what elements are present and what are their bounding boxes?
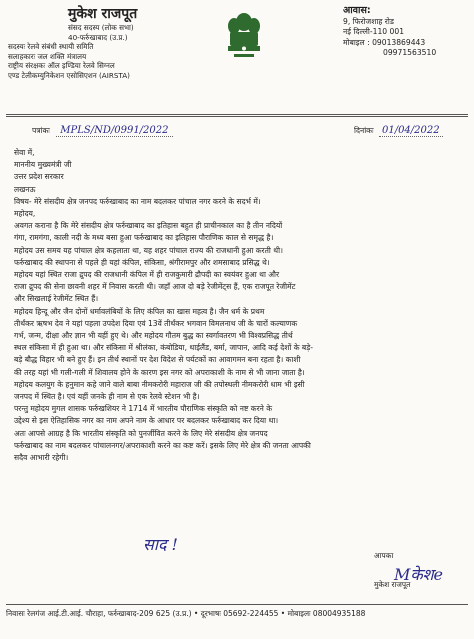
body-line: फर्रुखाबाद की स्थापना से पहले ही यहां कंपिल, संकिसा, श्रंगीरामपुर और शमसाबाद प्रसिद्ध थे। <box>14 257 270 267</box>
subject-line: विषय- मेरे संसदीय क्षेत्र जनपद फर्रुखाबाद का नाम बदलकर पांचाल नगर करने के सदर्भ में। <box>14 196 261 206</box>
addressee-line: लखनऊ <box>14 184 36 194</box>
role-line: सलाहकारः जल शक्ति मंत्रालय <box>8 51 87 61</box>
signed-name: मुकेश राजपूत <box>374 580 411 589</box>
body-line: गर्भ, जन्म, दीक्षा और ज्ञान भी यहीं हुए थे। और महोदय गौतम बुद्ध का स्वर्गावतरण भी विश्वप्रसिद्ध तीर्थ <box>14 331 293 341</box>
mp-title: संसद सदस्य (लोक सभा) <box>68 23 134 32</box>
body-line: अतः आपसे आग्रह है कि भारतीय संस्कृति को पुनर्जीवित करने के लिए मेरे संसदीय क्षेत्र जनपद <box>14 428 268 438</box>
letter-body <box>14 147 466 464</box>
closing-text: आपका <box>374 551 394 560</box>
date-label: दिनांकः <box>354 126 374 135</box>
body-line: परन्तु महोदय मुगल शासक फर्रुखशियर ने 1714 में भारतीय पौराणिक संस्कृति को नष्ट करने के <box>14 404 273 414</box>
body-line: और सिखलाई रेजीमेंट स्थित हैं। <box>14 294 99 304</box>
reference-label: पत्रांकः <box>32 126 50 135</box>
greeting: महोदय, <box>14 209 36 219</box>
body-line: महोदय उस समय यह पांचाल क्षेत्र कहलाता था, यह शहर पांचाल राज्य की राजधानी हुआ करती थी। <box>14 245 283 255</box>
body-line: राजा द्रुपद की सेना छावनी शहर में निवास करती थी। जहाँ आज दो बड़े रेजीमेंट्स हैं, एक राजपूत रेजीमेंट <box>14 282 296 292</box>
body-line: महोदय यहां स्थित राजा द्रुपद की राजधानी कंपिल में ही राजकुमारी द्रौपदी का स्वयंवर हुआ था और <box>14 270 280 280</box>
role-line: सदस्यः रेलवे संबंधी स्थायी समिति <box>8 42 94 52</box>
address-line: 9, फिरोजशाह रोड <box>343 17 394 26</box>
header-divider <box>6 116 468 117</box>
body-line: तीर्थंकर ऋषभ देव ने यहां पहला उपदेश दिया एवं 13वें तीर्थंकर भगवान विमलनाथ जी के चारों कल्याणक <box>14 318 298 328</box>
mobile-line: 09971563510 <box>383 48 437 58</box>
constituency: 40-फर्रुखाबाद (उ.प्र.) <box>68 32 128 42</box>
salutation: सेवा में, <box>14 148 35 157</box>
body-line: महोदय हिन्दू और जैन दोनों धर्मावलंबियों के लिए कंपिल का खास महत्व है। जैन धर्म के प्रथम <box>14 306 265 316</box>
mp-name: मुकेश राजपूत <box>68 6 138 22</box>
body-line: महोदय कलयुग के हनुमान कहे जाने वाले बाबा नीमकरोरी महाराज जी की तपोस्थली नीमकरोरी धाम भी इसी <box>14 379 305 389</box>
handwritten-signature: Mकेशe <box>394 565 444 584</box>
letter-date <box>354 125 443 136</box>
reference-number <box>32 125 173 136</box>
body-line: स्थल संकिसा में ही हुआ था। और संकिसा में श्रीलंका, कंबोडिया, थाईलैंड, बर्मा, जापान, आदि कई देशों के बड़े- <box>14 343 313 353</box>
body-line: की तरह यहां भी गली-गली में शिवालय होने के कारण इस नगर को अपराकाशी के नाम से भी जाना जाता है। <box>14 367 305 377</box>
body-line: सदैव आभारी रहेगी। <box>14 453 69 463</box>
residence-title: आवास: <box>343 5 371 16</box>
reference-value: MPLS/ND/0991/2022 <box>56 125 172 137</box>
letterhead-left <box>8 4 208 81</box>
body-line: जनपद में स्थित है। एवं यहीं जनके ही नाम से एक रेलवे स्टेशन भी है। <box>14 392 200 402</box>
national-emblem-icon <box>222 10 266 70</box>
body-line: अवगत कराना है कि मेरे संसदीय क्षेत्र फर्रुखाबाद का इतिहास बहुत ही प्राचीनकाल का है तीन नदियों <box>14 221 283 231</box>
addressee-line: उत्तर प्रदेश सरकार <box>14 172 64 182</box>
header-divider <box>6 114 468 115</box>
role-line: एण्ड टेलीकम्युनिकेशन एसोसिएशन (AIRSTA) <box>8 70 130 80</box>
address-line: नई दिल्ली-110 001 <box>343 27 405 37</box>
body-line: फर्रुखाबाद का नाम बदलकर पांचालनगर/अपराकाशी करने का कष्ट करें। इसके लिए मेरे क्षेत्र की जनता आपकी <box>14 440 311 450</box>
body-line: बड़े बौद्ध विहार भी बने हुए हैं। इन तीर्थ स्थानों पर देश विदेश से पर्यटकों का आवागमन बना रहता है। काशी <box>14 355 301 365</box>
handwritten-scribble: साद ! <box>143 535 178 554</box>
footer-contact: निवासः रेलगंज आई.टी.आई. चौराहा, फर्रुखाबाद-209 625 (उ.प्र.) • दूरभाषः 05692-224455 • मोबाइलः 08004935188 <box>6 604 468 619</box>
residence-address <box>343 4 471 59</box>
body-line: गंगा, रामगंगा, काली नदी के मध्य बसा हुआ फर्रुखाबाद का इतिहास पौराणिक काल से समृद्ध है। <box>14 233 274 243</box>
addressee-line: माननीय मुख्यमंत्री जी <box>14 160 72 170</box>
mobile-line: मोबाइल : 09013869443 <box>343 37 426 47</box>
body-line: उद्देश्य से इस ऐतिहासिक नगर का नाम अपने नाम के आधार पर बदलकर फर्रुखाबाद कर दिया था। <box>14 416 279 426</box>
date-value: 01/04/2022 <box>379 125 443 137</box>
role-line: राष्ट्रीय संरक्षकः ऑल इण्डिया रेलवे सिग्नल <box>8 61 115 71</box>
